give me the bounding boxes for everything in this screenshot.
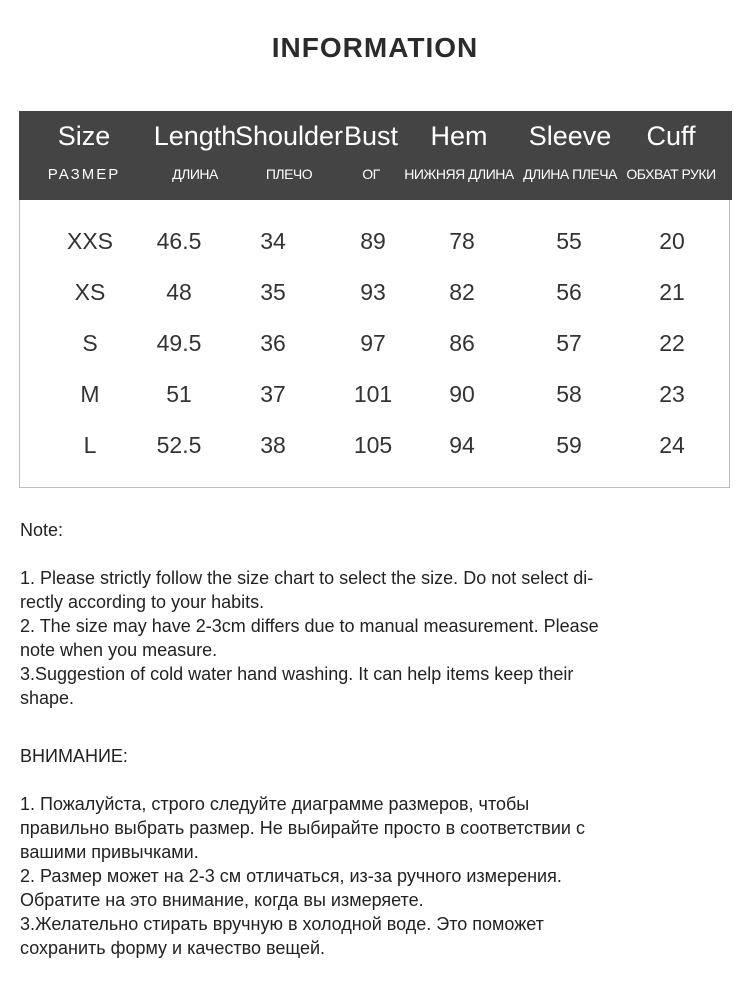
cell-shoulder: 34 bbox=[260, 228, 286, 254]
cell-sleeve: 56 bbox=[556, 279, 582, 305]
header-bust-label-ru: ОГ bbox=[362, 166, 380, 182]
header-size bbox=[29, 111, 139, 200]
header-shoulder-label-ru: ПЛЕЧО bbox=[265, 166, 313, 182]
cell-bust: 89 bbox=[360, 228, 386, 254]
notes-line-en: 2. The size may have 2-3cm differs due to manual measurement. Please bbox=[20, 616, 599, 636]
notes-line-ru: правильно выбрать размер. Не выбирайте просто в соответствии с bbox=[20, 818, 585, 838]
header-cuff bbox=[618, 111, 724, 200]
notes-heading-ru: ВНИМАНИЕ: bbox=[20, 746, 128, 766]
notes-line-ru: 3.Желательно стирать вручную в холодной воде. Это поможет bbox=[20, 914, 544, 934]
header-sleeve bbox=[515, 111, 625, 200]
cell-length: 46.5 bbox=[156, 228, 202, 254]
header-sleeve-label-ru: ДЛИНА ПЛЕЧА bbox=[523, 166, 617, 182]
cell-hem: 90 bbox=[449, 381, 475, 407]
cell-bust: 97 bbox=[360, 330, 386, 356]
cell-sleeve: 55 bbox=[556, 228, 582, 254]
notes-heading-en: Note: bbox=[20, 520, 64, 540]
table-row bbox=[20, 369, 731, 420]
cell-sleeve: 59 bbox=[556, 432, 582, 458]
page-title: INFORMATION bbox=[271, 32, 479, 63]
notes-line-ru: сохранить форму и качество вещей. bbox=[20, 938, 326, 958]
cell-cuff: 24 bbox=[659, 432, 685, 458]
header-hem-label-ru: НИЖНЯЯ ДЛИНА bbox=[404, 166, 514, 182]
cell-bust: 101 bbox=[353, 381, 393, 407]
table-row bbox=[20, 216, 731, 267]
header-cuff-label-ru: ОБХВАТ РУКИ bbox=[626, 166, 716, 182]
cell-size: M bbox=[80, 381, 100, 407]
notes-line-en: shape. bbox=[20, 688, 75, 708]
cell-length: 52.5 bbox=[156, 432, 202, 458]
header-bust-label: Bust bbox=[343, 121, 399, 151]
cell-size: XS bbox=[74, 279, 106, 305]
cell-length: 51 bbox=[166, 381, 192, 407]
notes-line-ru: вашими привычками. bbox=[20, 842, 199, 862]
header-size-label: Size bbox=[57, 121, 111, 151]
header-size-label-ru: РАЗМЕР bbox=[47, 166, 121, 183]
notes-line-en: note when you measure. bbox=[20, 640, 218, 660]
notes-line-ru: 1. Пожалуйста, строго следуйте диаграмме размеров, чтобы bbox=[20, 794, 530, 814]
notes-line-ru: 2. Размер может на 2-3 см отличаться, из-за ручного измерения. bbox=[20, 866, 562, 886]
cell-bust: 105 bbox=[353, 432, 393, 458]
size-chart-table bbox=[19, 111, 730, 488]
cell-hem: 82 bbox=[449, 279, 475, 305]
header-length-label: Length bbox=[153, 121, 237, 151]
cell-bust: 93 bbox=[360, 279, 386, 305]
cell-cuff: 20 bbox=[659, 228, 685, 254]
notes-section bbox=[20, 518, 720, 960]
notes-line-ru: Обратите на это внимание, когда вы измеряете. bbox=[20, 890, 424, 910]
header-shoulder-label: Shoulder bbox=[234, 121, 344, 151]
notes-line-en: 1. Please strictly follow the size chart to select the size. Do not select di- bbox=[20, 568, 594, 588]
header-sleeve-label: Sleeve bbox=[528, 121, 612, 151]
header-cuff-label: Cuff bbox=[646, 121, 696, 151]
table-row bbox=[20, 420, 731, 471]
cell-sleeve: 57 bbox=[556, 330, 582, 356]
table-row bbox=[20, 267, 731, 318]
cell-size: XXS bbox=[66, 228, 114, 254]
cell-shoulder: 36 bbox=[260, 330, 286, 356]
notes-line-en: 3.Suggestion of cold water hand washing. It can help items keep their bbox=[20, 664, 574, 684]
header-hem bbox=[404, 111, 514, 200]
cell-shoulder: 38 bbox=[260, 432, 286, 458]
notes-line-en: rectly according to your habits. bbox=[20, 592, 265, 612]
cell-shoulder: 35 bbox=[260, 279, 286, 305]
cell-cuff: 22 bbox=[659, 330, 685, 356]
cell-hem: 78 bbox=[449, 228, 475, 254]
cell-cuff: 23 bbox=[659, 381, 685, 407]
cell-length: 49.5 bbox=[156, 330, 202, 356]
cell-sleeve: 58 bbox=[556, 381, 582, 407]
cell-hem: 94 bbox=[449, 432, 475, 458]
table-row bbox=[20, 318, 731, 369]
header-hem-label: Hem bbox=[430, 121, 488, 151]
table-header bbox=[19, 111, 732, 200]
cell-length: 48 bbox=[166, 279, 192, 305]
header-length-label-ru: ДЛИНА bbox=[172, 166, 218, 182]
cell-cuff: 21 bbox=[659, 279, 685, 305]
cell-size: L bbox=[83, 432, 97, 458]
cell-shoulder: 37 bbox=[260, 381, 286, 407]
cell-size: S bbox=[82, 330, 98, 356]
cell-hem: 86 bbox=[449, 330, 475, 356]
